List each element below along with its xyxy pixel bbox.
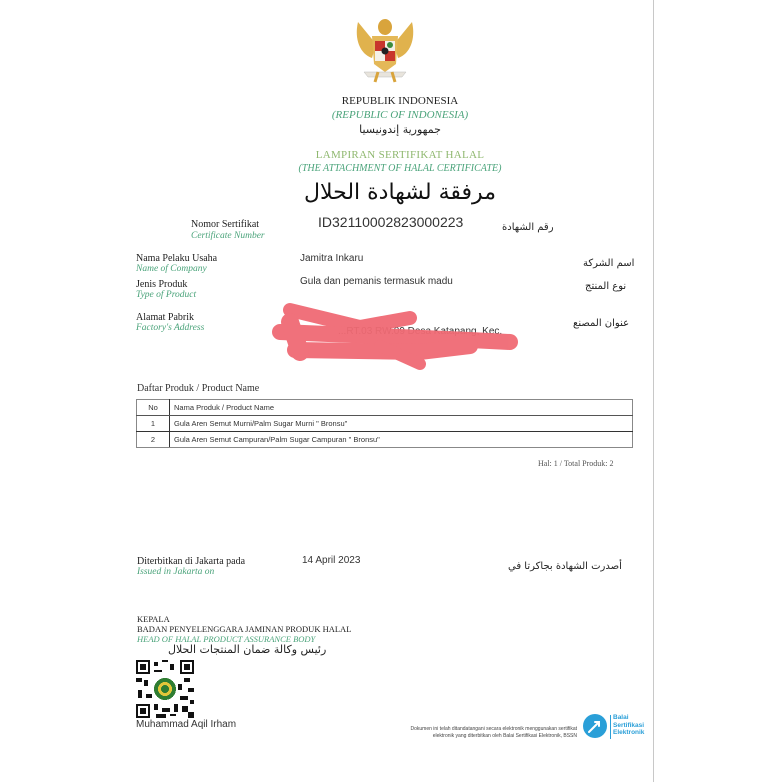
factory-address-label-en: Factory's Address xyxy=(136,323,205,333)
company-name-label-en: Name of Company xyxy=(136,264,207,274)
row-number: 2 xyxy=(137,432,170,448)
bsre-divider xyxy=(610,715,611,739)
company-name-label-ar: اسم الشركة xyxy=(583,258,635,269)
certificate-number-value: ID32110002823000223 xyxy=(318,214,464,230)
factory-address-label: Alamat Pabrik xyxy=(136,312,195,323)
product-type-label-ar: نوع المنتج xyxy=(585,281,627,292)
certificate-number-label-ar: رقم الشهادة xyxy=(502,222,554,233)
qr-code-icon xyxy=(136,660,194,718)
row-number: 1 xyxy=(137,416,170,432)
factory-address-value: ...RT.03 RW.09 Desa Katapang, Kec. xyxy=(338,326,503,337)
company-name-value: Jamitra Inkaru xyxy=(300,253,364,264)
column-header-product-name: Nama Produk / Product Name xyxy=(170,400,633,416)
product-name: Gula Aren Semut Campuran/Palm Sugar Campuran " Bronsu" xyxy=(170,432,633,448)
product-type-label: Jenis Produk xyxy=(136,279,188,290)
issued-label-ar: أصدرت الشهادة بجاكرتا في xyxy=(508,561,622,572)
electronic-signature-notice-line2: elektronik yang diterbitkan oleh Balai Sertifikasi Elektronik, BSSN xyxy=(432,733,577,739)
bsre-wordmark xyxy=(613,714,644,737)
issued-date: 14 April 2023 xyxy=(302,555,361,566)
product-table xyxy=(136,399,633,448)
table-header-row xyxy=(137,400,633,416)
column-header-no: No xyxy=(137,400,170,416)
certificate-number-label-en: Certificate Number xyxy=(191,231,265,241)
document-title-id: LAMPIRAN SERTIFIKAT HALAL xyxy=(315,149,485,161)
product-type-label-en: Type of Product xyxy=(136,290,197,300)
garuda-emblem-icon xyxy=(350,14,420,86)
pagination-text: Hal: 1 / Total Produk: 2 xyxy=(538,459,614,468)
bsre-logo-icon xyxy=(583,714,607,738)
product-type-value: Gula dan pemanis termasuk madu xyxy=(300,276,453,287)
document-title-en: (THE ATTACHMENT OF HALAL CERTIFICATE) xyxy=(298,163,502,174)
signatory-title: KEPALA xyxy=(137,614,170,624)
table-row xyxy=(137,416,633,432)
issued-label-en: Issued in Jakarta on xyxy=(137,567,215,577)
signatory-body-id: BADAN PENYELENGGARA JAMINAN PRODUK HALAL xyxy=(137,624,352,634)
document-title-ar: مرفقة لشهادة الحلال xyxy=(304,180,496,205)
product-name: Gula Aren Semut Murni/Palm Sugar Murni " Bronsu" xyxy=(170,416,633,432)
signatory-body-ar: رئيس وكالة ضمان المنتجات الحلال xyxy=(168,643,327,656)
redaction-scribble xyxy=(270,302,520,372)
company-name-label: Nama Pelaku Usaha xyxy=(136,253,218,264)
electronic-signature-notice-line1: Dokumen ini telah ditandatangani secara elektronik menggunakan sertifikat xyxy=(410,726,577,732)
signatory-name: Muhammad Aqil Irham xyxy=(136,719,237,730)
bsre-line-3: Elektronik xyxy=(613,729,645,736)
certificate-number-label: Nomor Sertifikat xyxy=(191,219,260,230)
signatory-body-en: HEAD OF HALAL PRODUCT ASSURANCE BODY xyxy=(137,634,316,644)
bsre-line-1: Balai xyxy=(613,714,629,721)
country-name-id: REPUBLIK INDONESIA xyxy=(341,95,459,107)
issued-label: Diterbitkan di Jakarta pada xyxy=(137,556,246,567)
table-row xyxy=(137,432,633,448)
page-edge xyxy=(653,0,654,782)
country-name-ar: جمهورية إندونيسيا xyxy=(359,123,441,136)
bsre-line-2: Sertifikasi xyxy=(613,721,645,729)
country-name-en: (REPUBLIC OF INDONESIA) xyxy=(331,109,469,121)
product-list-title: Daftar Produk / Product Name xyxy=(137,383,260,394)
factory-address-label-ar: عنوان المصنع xyxy=(573,318,630,329)
